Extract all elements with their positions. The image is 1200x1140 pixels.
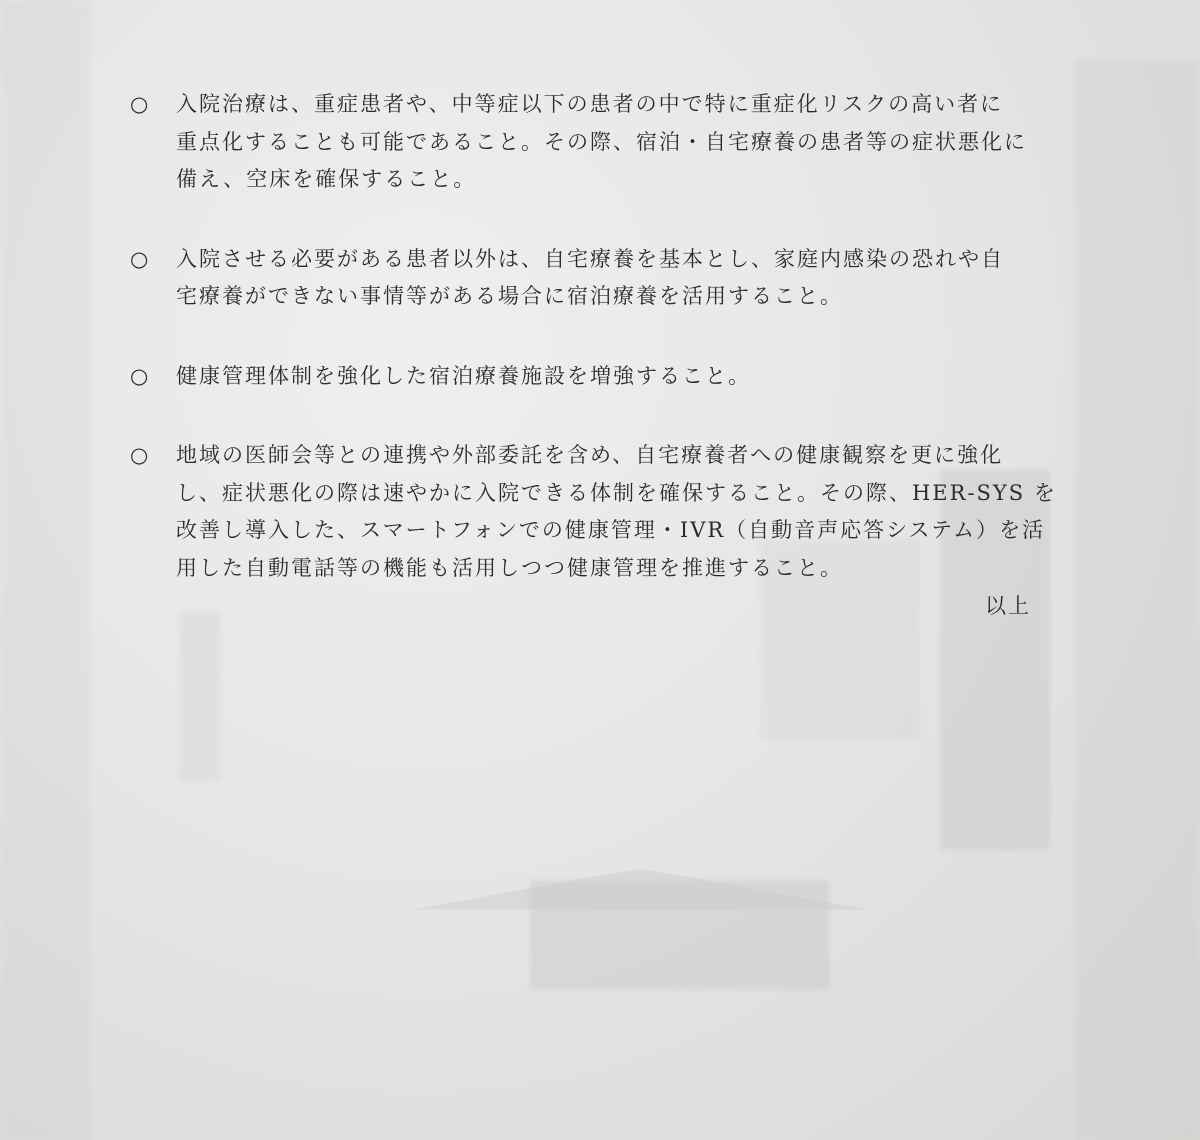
circle-bullet-icon: ○	[130, 92, 151, 116]
list-item	[130, 241, 1040, 316]
paragraph-line: 備え、空床を確保すること。	[176, 167, 477, 191]
shadow-edge	[1075, 60, 1200, 1140]
paragraph-line: 宅療養ができない事情等がある場合に宿泊療養を活用すること。	[176, 284, 843, 308]
circle-bullet-icon: ○	[130, 246, 151, 271]
paragraph-line: し、症状悪化の際は速やかに入院できる体制を確保すること。その際、HER-SYS を	[176, 480, 1057, 505]
paragraph-line: 改善し導入した、スマートフォンでの健康管理・IVR（自動音声応答システム）を活	[176, 518, 1046, 542]
list-item	[130, 86, 1040, 199]
list-item	[130, 437, 1057, 587]
document-body	[130, 86, 1057, 587]
shadow-edge	[0, 0, 90, 1140]
paragraph-line: 入院させる必要がある患者以外は、自宅療養を基本とし、家庭内感染の恐れや自	[176, 246, 1004, 271]
paragraph-line: 地域の医師会等との連携や外部委託を含め、自宅療養者への健康観察を更に強化	[176, 443, 1004, 467]
paragraph-line: 用した自動電話等の機能も活用しつつ健康管理を推進すること。	[176, 555, 843, 580]
list-item	[130, 358, 1040, 396]
closing-text: 以上	[985, 594, 1031, 618]
paragraph-line: 重点化することも可能であること。その際、宿泊・自宅療養の患者等の症状悪化に	[176, 129, 1027, 154]
paragraph-line: 健康管理体制を強化した宿泊療養施設を増強すること。	[176, 363, 751, 388]
circle-bullet-icon: ○	[130, 363, 151, 388]
circle-bullet-icon: ○	[130, 443, 151, 467]
show-through-shape	[180, 610, 220, 780]
paragraph-line: 入院治療は、重症患者や、中等症以下の患者の中で特に重症化リスクの高い者に	[176, 92, 1004, 116]
